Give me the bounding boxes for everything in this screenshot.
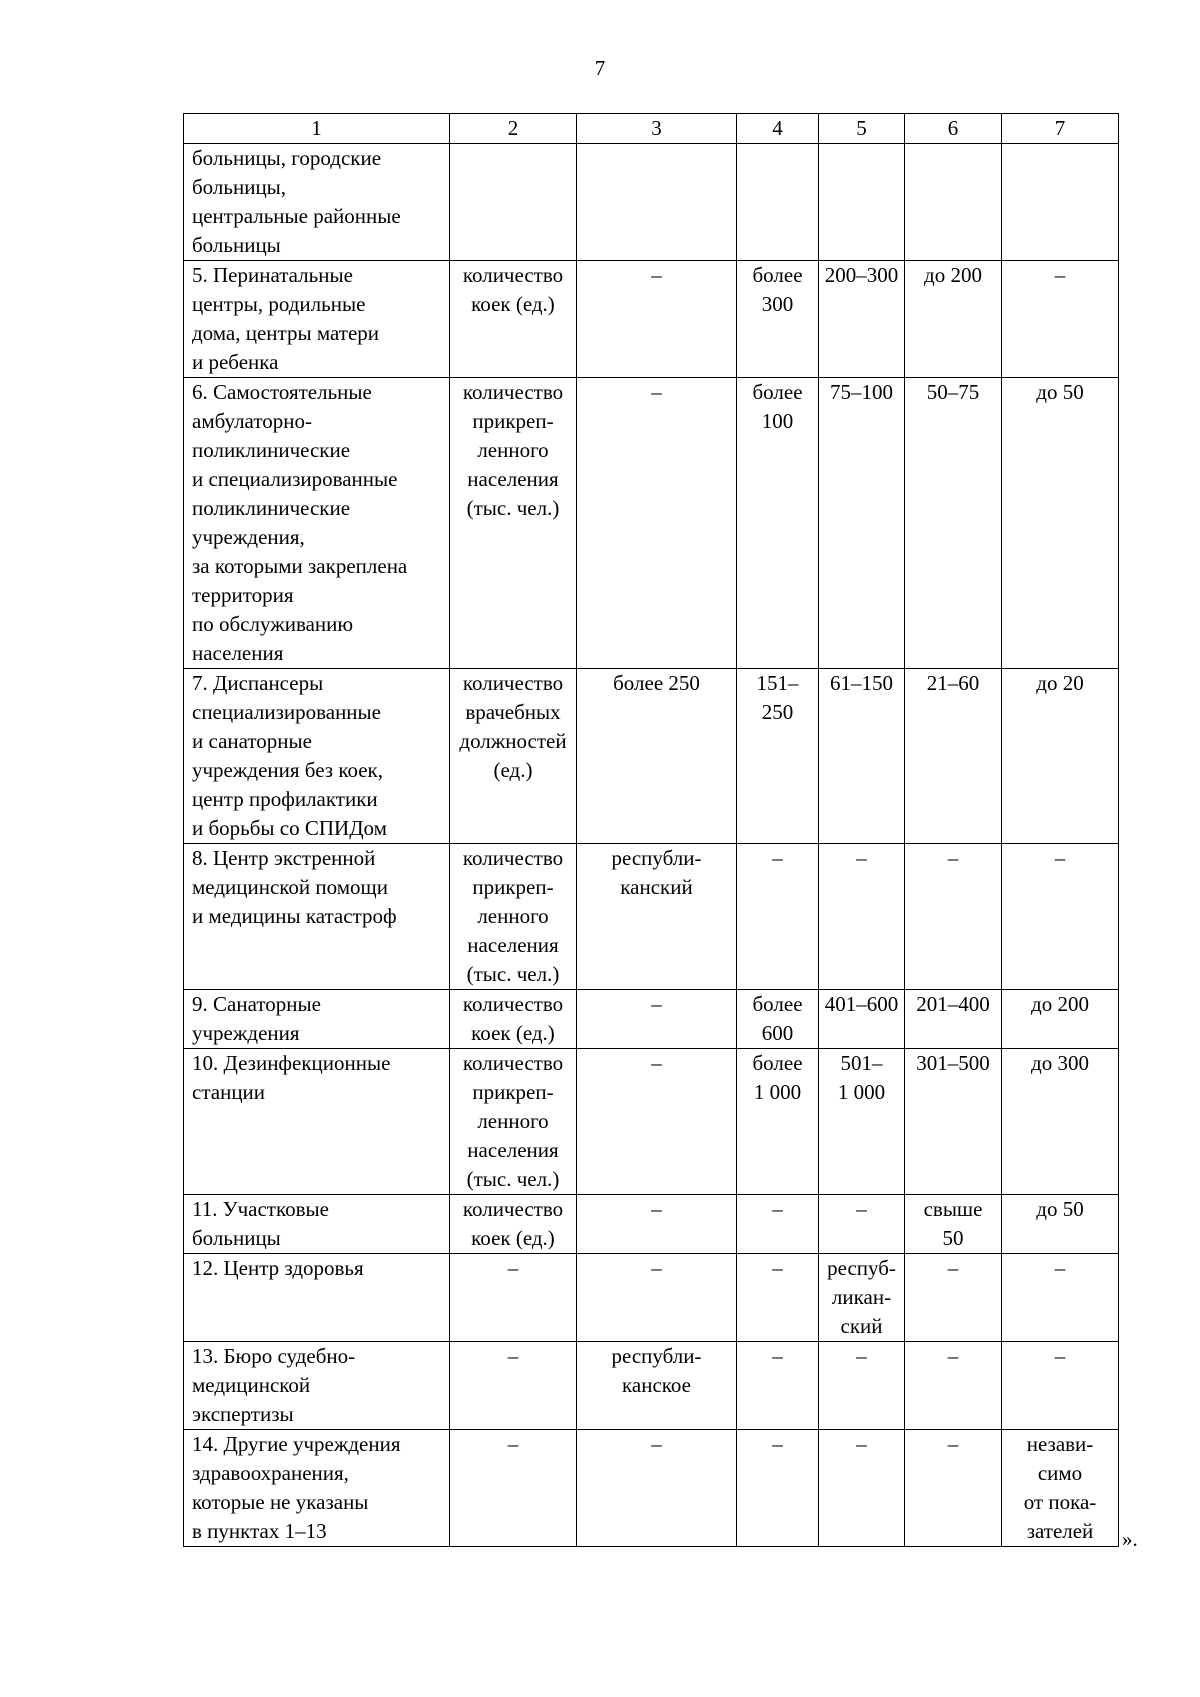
cell-group-4 bbox=[905, 1430, 1002, 1547]
cell-group-4 bbox=[905, 844, 1002, 990]
cell-group-2 bbox=[737, 1342, 819, 1430]
cell-text-line: которые не указаны bbox=[192, 1490, 369, 1514]
cell-text-line: 50–75 bbox=[926, 380, 980, 404]
cell-group-5 bbox=[1002, 844, 1119, 990]
cell-indicator bbox=[450, 1254, 577, 1342]
cell-group-3 bbox=[819, 1254, 905, 1342]
cell-text-line: – bbox=[651, 1197, 662, 1221]
cell-text-line: больницы, bbox=[192, 175, 287, 199]
cell-text-line: – bbox=[772, 1344, 783, 1368]
cell-text-line: врачебных bbox=[465, 700, 561, 724]
cell-group-3 bbox=[819, 669, 905, 844]
cell-institution-type bbox=[184, 1430, 450, 1547]
cell-text-line: 50 bbox=[942, 1226, 964, 1250]
cell-institution-type bbox=[184, 378, 450, 669]
cell-text-line: прикреп- bbox=[472, 1080, 554, 1104]
column-number-7: 7 bbox=[1002, 114, 1119, 144]
cell-group-3 bbox=[819, 261, 905, 378]
cell-text-line: ликан- bbox=[831, 1285, 892, 1309]
cell-group-3 bbox=[819, 990, 905, 1049]
cell-indicator bbox=[450, 990, 577, 1049]
cell-group-3 bbox=[819, 1430, 905, 1547]
cell-text-line: должностей bbox=[459, 729, 567, 753]
cell-indicator bbox=[450, 669, 577, 844]
cell-text-line: коек (ед.) bbox=[471, 1226, 555, 1250]
cell-text-line: до 50 bbox=[1036, 380, 1084, 404]
cell-text-line: за которыми закреплена bbox=[192, 554, 408, 578]
cell-text-line: свыше bbox=[923, 1197, 983, 1221]
cell-group-1 bbox=[577, 378, 737, 669]
cell-text-line: по обслуживанию bbox=[192, 612, 354, 636]
cell-institution-type bbox=[184, 1254, 450, 1342]
cell-group-1 bbox=[577, 1430, 737, 1547]
cell-text-line: специализированные bbox=[192, 700, 381, 724]
cell-group-4 bbox=[905, 378, 1002, 669]
cell-text-line: – bbox=[856, 846, 867, 870]
cell-group-5 bbox=[1002, 1049, 1119, 1195]
cell-text-line: учреждения, bbox=[192, 525, 305, 549]
cell-group-4 bbox=[905, 1342, 1002, 1430]
cell-group-4 bbox=[905, 1049, 1002, 1195]
cell-text-line: ский bbox=[840, 1314, 883, 1338]
cell-text-line: – bbox=[772, 1432, 783, 1456]
cell-group-5 bbox=[1002, 378, 1119, 669]
cell-text-line: – bbox=[651, 1256, 662, 1280]
column-number-1: 1 bbox=[184, 114, 450, 144]
cell-text-line: более bbox=[752, 263, 803, 287]
cell-text-line: 300 bbox=[761, 292, 794, 316]
cell-institution-type bbox=[184, 1049, 450, 1195]
cell-text-line: 301–500 bbox=[916, 1051, 990, 1075]
cell-group-5 bbox=[1002, 144, 1119, 261]
cell-text-line: от пока- bbox=[1023, 1490, 1097, 1514]
cell-text-line: до 200 bbox=[924, 263, 982, 287]
cell-institution-type bbox=[184, 1342, 450, 1430]
cell-text-line: 6. Самостоятельные bbox=[192, 380, 372, 404]
cell-group-1 bbox=[577, 261, 737, 378]
cell-text-line: больницы, городские bbox=[192, 146, 382, 170]
cell-text-line: – bbox=[947, 846, 959, 870]
cell-group-5 bbox=[1002, 1430, 1119, 1547]
cell-text-line: – bbox=[1054, 1344, 1066, 1368]
cell-text-line: больницы bbox=[192, 233, 281, 257]
cell-group-3 bbox=[819, 144, 905, 261]
cell-text-line: здравоохранения, bbox=[192, 1461, 349, 1485]
table-row bbox=[184, 144, 1119, 261]
cell-institution-type bbox=[184, 261, 450, 378]
cell-text-line: симо bbox=[1037, 1461, 1083, 1485]
cell-text-line: – bbox=[651, 1051, 662, 1075]
cell-text-line: амбулаторно- bbox=[192, 409, 312, 433]
cell-text-line: количество bbox=[462, 846, 564, 870]
cell-text-line: (тыс. чел.) bbox=[466, 1167, 560, 1191]
cell-text-line: 100 bbox=[761, 409, 794, 433]
cell-text-line: 12. Центр здоровья bbox=[192, 1256, 364, 1280]
cell-text-line: – bbox=[651, 263, 662, 287]
cell-text-line: 200–300 bbox=[824, 263, 899, 287]
cell-text-line: более bbox=[752, 992, 803, 1016]
cell-text-line: в пунктах 1–13 bbox=[192, 1519, 327, 1543]
table-row bbox=[184, 1254, 1119, 1342]
cell-text-line: прикреп- bbox=[472, 875, 554, 899]
cell-text-line: – bbox=[947, 1256, 959, 1280]
cell-text-line: – bbox=[507, 1344, 519, 1368]
cell-text-line: ленного bbox=[477, 1109, 549, 1133]
cell-text-line: количество bbox=[462, 1051, 564, 1075]
cell-text-line: – bbox=[772, 846, 783, 870]
cell-indicator bbox=[450, 1342, 577, 1430]
cell-text-line: 10. Дезинфекционные bbox=[192, 1051, 391, 1075]
indicators-table bbox=[183, 113, 1119, 1547]
cell-text-line: (тыс. чел.) bbox=[466, 962, 560, 986]
cell-group-2 bbox=[737, 378, 819, 669]
column-number-4: 4 bbox=[737, 114, 819, 144]
cell-text-line: 9. Санаторные bbox=[192, 992, 321, 1016]
cell-group-3 bbox=[819, 1195, 905, 1254]
cell-text-line: 600 bbox=[761, 1021, 794, 1045]
cell-text-line: и санаторные bbox=[192, 729, 312, 753]
cell-text-line: медицинской помощи bbox=[192, 875, 388, 899]
cell-text-line: и специализированные bbox=[192, 467, 398, 491]
cell-group-5 bbox=[1002, 669, 1119, 844]
cell-group-3 bbox=[819, 1342, 905, 1430]
cell-text-line: более bbox=[752, 1051, 803, 1075]
cell-text-line: центр профилактики bbox=[192, 787, 378, 811]
cell-group-4 bbox=[905, 1195, 1002, 1254]
cell-group-2 bbox=[737, 1195, 819, 1254]
cell-group-4 bbox=[905, 144, 1002, 261]
table-row bbox=[184, 378, 1119, 669]
cell-text-line: зателей bbox=[1026, 1519, 1094, 1543]
cell-group-1 bbox=[577, 844, 737, 990]
cell-text-line: 13. Бюро судебно- bbox=[192, 1344, 356, 1368]
cell-institution-type bbox=[184, 144, 450, 261]
cell-text-line: населения bbox=[467, 467, 559, 491]
cell-group-4 bbox=[905, 1254, 1002, 1342]
cell-text-line: 61–150 bbox=[830, 671, 893, 695]
cell-text-line: – bbox=[772, 1197, 783, 1221]
cell-text-line: и ребенка bbox=[192, 350, 279, 374]
cell-group-5 bbox=[1002, 1342, 1119, 1430]
cell-text-line: 11. Участковые bbox=[192, 1197, 329, 1221]
cell-group-2 bbox=[737, 1430, 819, 1547]
cell-text-line: коек (ед.) bbox=[471, 1021, 555, 1045]
cell-text-line: 201–400 bbox=[916, 992, 990, 1016]
cell-text-line: ленного bbox=[477, 904, 549, 928]
cell-text-line: канское bbox=[622, 1373, 691, 1397]
closing-quote: ». bbox=[1122, 1527, 1138, 1551]
cell-group-5 bbox=[1002, 990, 1119, 1049]
cell-group-2 bbox=[737, 844, 819, 990]
cell-text-line: республи- bbox=[611, 846, 702, 870]
cell-text-line: 5. Перинатальные bbox=[192, 263, 353, 287]
cell-text-line: – bbox=[507, 1432, 519, 1456]
table-row bbox=[184, 844, 1119, 990]
cell-text-line: – bbox=[651, 1432, 662, 1456]
cell-text-line: территория bbox=[192, 583, 294, 607]
cell-group-1 bbox=[577, 144, 737, 261]
cell-text-line: станции bbox=[192, 1080, 266, 1104]
cell-text-line: – bbox=[651, 992, 662, 1016]
cell-text-line: экспертизы bbox=[192, 1402, 294, 1426]
cell-text-line: канский bbox=[620, 875, 693, 899]
cell-institution-type bbox=[184, 844, 450, 990]
cell-text-line: количество bbox=[462, 1197, 564, 1221]
cell-text-line: центры, родильные bbox=[192, 292, 366, 316]
cell-group-2 bbox=[737, 144, 819, 261]
cell-group-4 bbox=[905, 261, 1002, 378]
cell-text-line: 75–100 bbox=[830, 380, 893, 404]
cell-text-line: – bbox=[947, 1344, 959, 1368]
table-row bbox=[184, 1342, 1119, 1430]
cell-text-line: количество bbox=[462, 992, 564, 1016]
cell-text-line: медицинской bbox=[192, 1373, 311, 1397]
cell-text-line: – bbox=[1054, 1256, 1066, 1280]
cell-text-line: центральные районные bbox=[192, 204, 401, 228]
cell-group-5 bbox=[1002, 1254, 1119, 1342]
cell-text-line: – bbox=[651, 380, 662, 404]
table-row bbox=[184, 1195, 1119, 1254]
cell-indicator bbox=[450, 1049, 577, 1195]
cell-group-3 bbox=[819, 1049, 905, 1195]
cell-text-line: учреждения bbox=[192, 1021, 300, 1045]
cell-text-line: населения bbox=[192, 641, 284, 665]
cell-group-3 bbox=[819, 378, 905, 669]
cell-text-line: 401–600 bbox=[824, 992, 899, 1016]
cell-group-2 bbox=[737, 669, 819, 844]
cell-text-line: 151– bbox=[756, 671, 799, 695]
cell-indicator bbox=[450, 261, 577, 378]
cell-text-line: более 250 bbox=[613, 671, 700, 695]
cell-group-1 bbox=[577, 1342, 737, 1430]
cell-text-line: незави- bbox=[1026, 1432, 1094, 1456]
cell-group-4 bbox=[905, 669, 1002, 844]
table-header-row bbox=[184, 114, 1119, 144]
table-row bbox=[184, 1430, 1119, 1547]
cell-text-line: – bbox=[947, 1432, 959, 1456]
cell-text-line: – bbox=[856, 1432, 867, 1456]
cell-text-line: до 20 bbox=[1036, 671, 1084, 695]
cell-group-2 bbox=[737, 1254, 819, 1342]
cell-text-line: поликлинические bbox=[192, 496, 351, 520]
page-number: 7 bbox=[594, 56, 606, 80]
cell-text-line: населения bbox=[467, 933, 559, 957]
cell-text-line: прикреп- bbox=[472, 409, 554, 433]
cell-text-line: (тыс. чел.) bbox=[466, 496, 560, 520]
cell-group-1 bbox=[577, 1049, 737, 1195]
cell-text-line: 1 000 bbox=[837, 1080, 886, 1104]
cell-text-line: – bbox=[772, 1256, 783, 1280]
cell-institution-type bbox=[184, 669, 450, 844]
cell-group-5 bbox=[1002, 261, 1119, 378]
cell-text-line: количество bbox=[462, 380, 564, 404]
cell-indicator bbox=[450, 1195, 577, 1254]
cell-group-1 bbox=[577, 990, 737, 1049]
cell-text-line: количество bbox=[462, 263, 564, 287]
cell-group-1 bbox=[577, 1195, 737, 1254]
cell-indicator bbox=[450, 144, 577, 261]
cell-text-line: – bbox=[1054, 846, 1066, 870]
cell-indicator bbox=[450, 844, 577, 990]
cell-text-line: республи- bbox=[611, 1344, 702, 1368]
cell-text-line: до 300 bbox=[1031, 1051, 1089, 1075]
cell-text-line: и борьбы со СПИДом bbox=[192, 816, 387, 840]
cell-text-line: 1 000 bbox=[753, 1080, 802, 1104]
cell-institution-type bbox=[184, 990, 450, 1049]
cell-text-line: 250 bbox=[761, 700, 794, 724]
cell-text-line: 8. Центр экстренной bbox=[192, 846, 376, 870]
cell-text-line: дома, центры матери bbox=[192, 321, 380, 345]
column-number-2: 2 bbox=[450, 114, 577, 144]
cell-indicator bbox=[450, 1430, 577, 1547]
cell-text-line: до 50 bbox=[1036, 1197, 1084, 1221]
cell-text-line: – bbox=[507, 1256, 519, 1280]
cell-group-1 bbox=[577, 1254, 737, 1342]
column-number-5: 5 bbox=[819, 114, 905, 144]
cell-institution-type bbox=[184, 1195, 450, 1254]
cell-text-line: 7. Диспансеры bbox=[192, 671, 324, 695]
cell-text-line: ленного bbox=[477, 438, 549, 462]
cell-text-line: – bbox=[856, 1197, 867, 1221]
cell-text-line: (ед.) bbox=[493, 758, 533, 782]
cell-group-2 bbox=[737, 1049, 819, 1195]
cell-text-line: 501– bbox=[840, 1051, 883, 1075]
table-row bbox=[184, 669, 1119, 844]
cell-text-line: до 200 bbox=[1031, 992, 1089, 1016]
cell-group-5 bbox=[1002, 1195, 1119, 1254]
cell-text-line: 21–60 bbox=[926, 671, 980, 695]
cell-text-line: респуб- bbox=[827, 1256, 896, 1280]
cell-text-line: коек (ед.) bbox=[471, 292, 555, 316]
table-row bbox=[184, 261, 1119, 378]
cell-text-line: поликлинические bbox=[192, 438, 351, 462]
cell-text-line: 14. Другие учреждения bbox=[192, 1432, 401, 1456]
cell-group-2 bbox=[737, 990, 819, 1049]
cell-indicator bbox=[450, 378, 577, 669]
cell-text-line: учреждения без коек, bbox=[192, 758, 383, 782]
cell-text-line: – bbox=[1054, 263, 1066, 287]
column-number-6: 6 bbox=[905, 114, 1002, 144]
cell-text-line: больницы bbox=[192, 1226, 281, 1250]
cell-group-2 bbox=[737, 261, 819, 378]
table-row bbox=[184, 1049, 1119, 1195]
cell-text-line: – bbox=[856, 1344, 867, 1368]
cell-text-line: более bbox=[752, 380, 803, 404]
cell-text-line: и медицины катастроф bbox=[192, 904, 397, 928]
cell-text-line: населения bbox=[467, 1138, 559, 1162]
column-number-3: 3 bbox=[577, 114, 737, 144]
cell-group-4 bbox=[905, 990, 1002, 1049]
cell-group-3 bbox=[819, 844, 905, 990]
table-row bbox=[184, 990, 1119, 1049]
cell-group-1 bbox=[577, 669, 737, 844]
cell-text-line: количество bbox=[462, 671, 564, 695]
